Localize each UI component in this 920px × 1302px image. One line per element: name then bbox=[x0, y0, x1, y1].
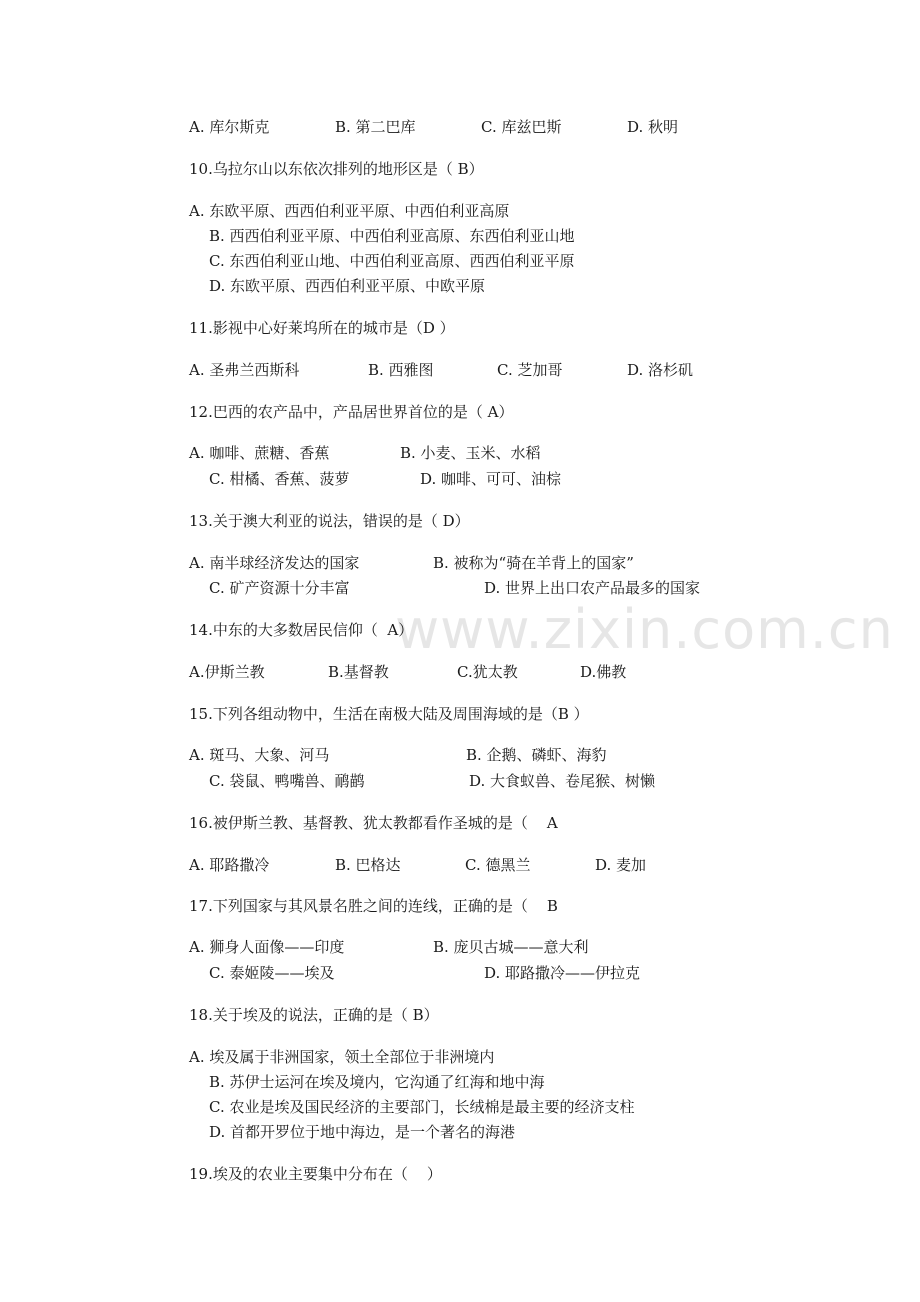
q18-option-a: A. 埃及属于非洲国家，领土全部位于非洲境内 bbox=[189, 1048, 495, 1066]
q18-option-c: C. 农业是埃及国民经济的主要部门，长绒棉是最主要的经济支柱 bbox=[209, 1098, 635, 1116]
q17-option-b: B. 庞贝古城——意大利 bbox=[433, 938, 589, 956]
q10-question: 10.乌拉尔山以东依次排列的地形区是（ B） bbox=[189, 160, 484, 178]
q12-option-c: C. 柑橘、香蕉、菠萝 bbox=[209, 470, 350, 488]
q10-option-b: B. 西西伯利亚平原、中西伯利亚高原、东西伯利亚山地 bbox=[209, 227, 575, 245]
q11-question: 11.影视中心好莱坞所在的城市是（D ） bbox=[189, 319, 455, 337]
q14-option-a: A.伊斯兰教 bbox=[189, 663, 265, 681]
q10-option-a: A. 东欧平原、西西伯利亚平原、中西伯利亚高原 bbox=[189, 202, 510, 220]
q15-option-c: C. 袋鼠、鸭嘴兽、鸸鹋 bbox=[209, 772, 365, 790]
q10-option-c: C. 东西伯利亚山地、中西伯利亚高原、西西伯利亚平原 bbox=[209, 252, 575, 270]
q17-option-a: A. 狮身人面像——印度 bbox=[189, 938, 345, 956]
q14-option-c: C.犹太教 bbox=[457, 663, 518, 681]
q14-option-b: B.基督教 bbox=[328, 663, 389, 681]
q13-option-c: C. 矿产资源十分丰富 bbox=[209, 579, 350, 597]
q16-option-d: D. 麦加 bbox=[595, 856, 647, 874]
q13-option-b: B. 被称为“骑在羊背上的国家” bbox=[433, 554, 634, 572]
q17-option-d: D. 耶路撒冷——伊拉克 bbox=[484, 964, 641, 982]
q12-option-b: B. 小麦、玉米、水稻 bbox=[400, 444, 541, 462]
q14-option-d: D.佛教 bbox=[580, 663, 627, 681]
q14-question: 14.中东的大多数居民信仰（ A） bbox=[189, 621, 414, 639]
q16-option-b: B. 巴格达 bbox=[335, 856, 401, 874]
q11-option-a: A. 圣弗兰西斯科 bbox=[189, 361, 300, 379]
q18-question: 18.关于埃及的说法，正确的是（ B） bbox=[189, 1006, 439, 1024]
q10-option-d: D. 东欧平原、西西伯利亚平原、中欧平原 bbox=[209, 277, 486, 295]
q11-option-d: D. 洛杉矶 bbox=[627, 361, 694, 379]
q15-question: 15.下列各组动物中，生活在南极大陆及周围海域的是（B ） bbox=[189, 705, 589, 723]
q16-option-c: C. 德黑兰 bbox=[465, 856, 531, 874]
watermark: www.zixin.com.cn bbox=[395, 598, 894, 661]
q15-option-d: D. 大食蚁兽、卷尾猴、树懒 bbox=[469, 772, 656, 790]
q13-option-d: D. 世界上出口农产品最多的国家 bbox=[484, 579, 701, 597]
q17-option-c: C. 泰姬陵——埃及 bbox=[209, 964, 335, 982]
q12-option-d: D. 咖啡、可可、油棕 bbox=[420, 470, 562, 488]
q18-option-d: D. 首都开罗位于地中海边，是一个著名的海港 bbox=[209, 1123, 516, 1141]
q15-option-b: B. 企鹅、磷虾、海豹 bbox=[466, 746, 607, 764]
q13-option-a: A. 南半球经济发达的国家 bbox=[189, 554, 360, 572]
q16-question: 16.被伊斯兰教、基督教、犹太教都看作圣城的是（ A bbox=[189, 814, 558, 832]
q11-option-c: C. 芝加哥 bbox=[497, 361, 563, 379]
q12-question: 12.巴西的农产品中，产品居世界首位的是（ A） bbox=[189, 403, 514, 421]
q9-option-c: C. 库兹巴斯 bbox=[481, 118, 562, 136]
q9-option-b: B. 第二巴库 bbox=[335, 118, 416, 136]
q16-option-a: A. 耶路撒冷 bbox=[189, 856, 270, 874]
q15-option-a: A. 斑马、大象、河马 bbox=[189, 746, 330, 764]
q12-option-a: A. 咖啡、蔗糖、香蕉 bbox=[189, 444, 330, 462]
q9-option-a: A. 库尔斯克 bbox=[189, 118, 270, 136]
q17-question: 17.下列国家与其风景名胜之间的连线，正确的是（ B bbox=[189, 897, 558, 915]
q18-option-b: B. 苏伊士运河在埃及境内，它沟通了红海和地中海 bbox=[209, 1073, 545, 1091]
q19-question: 19.埃及的农业主要集中分布在（ ） bbox=[189, 1165, 442, 1183]
q13-question: 13.关于澳大利亚的说法，错误的是（ D） bbox=[189, 512, 470, 530]
q11-option-b: B. 西雅图 bbox=[368, 361, 434, 379]
q9-option-d: D. 秋明 bbox=[627, 118, 679, 136]
